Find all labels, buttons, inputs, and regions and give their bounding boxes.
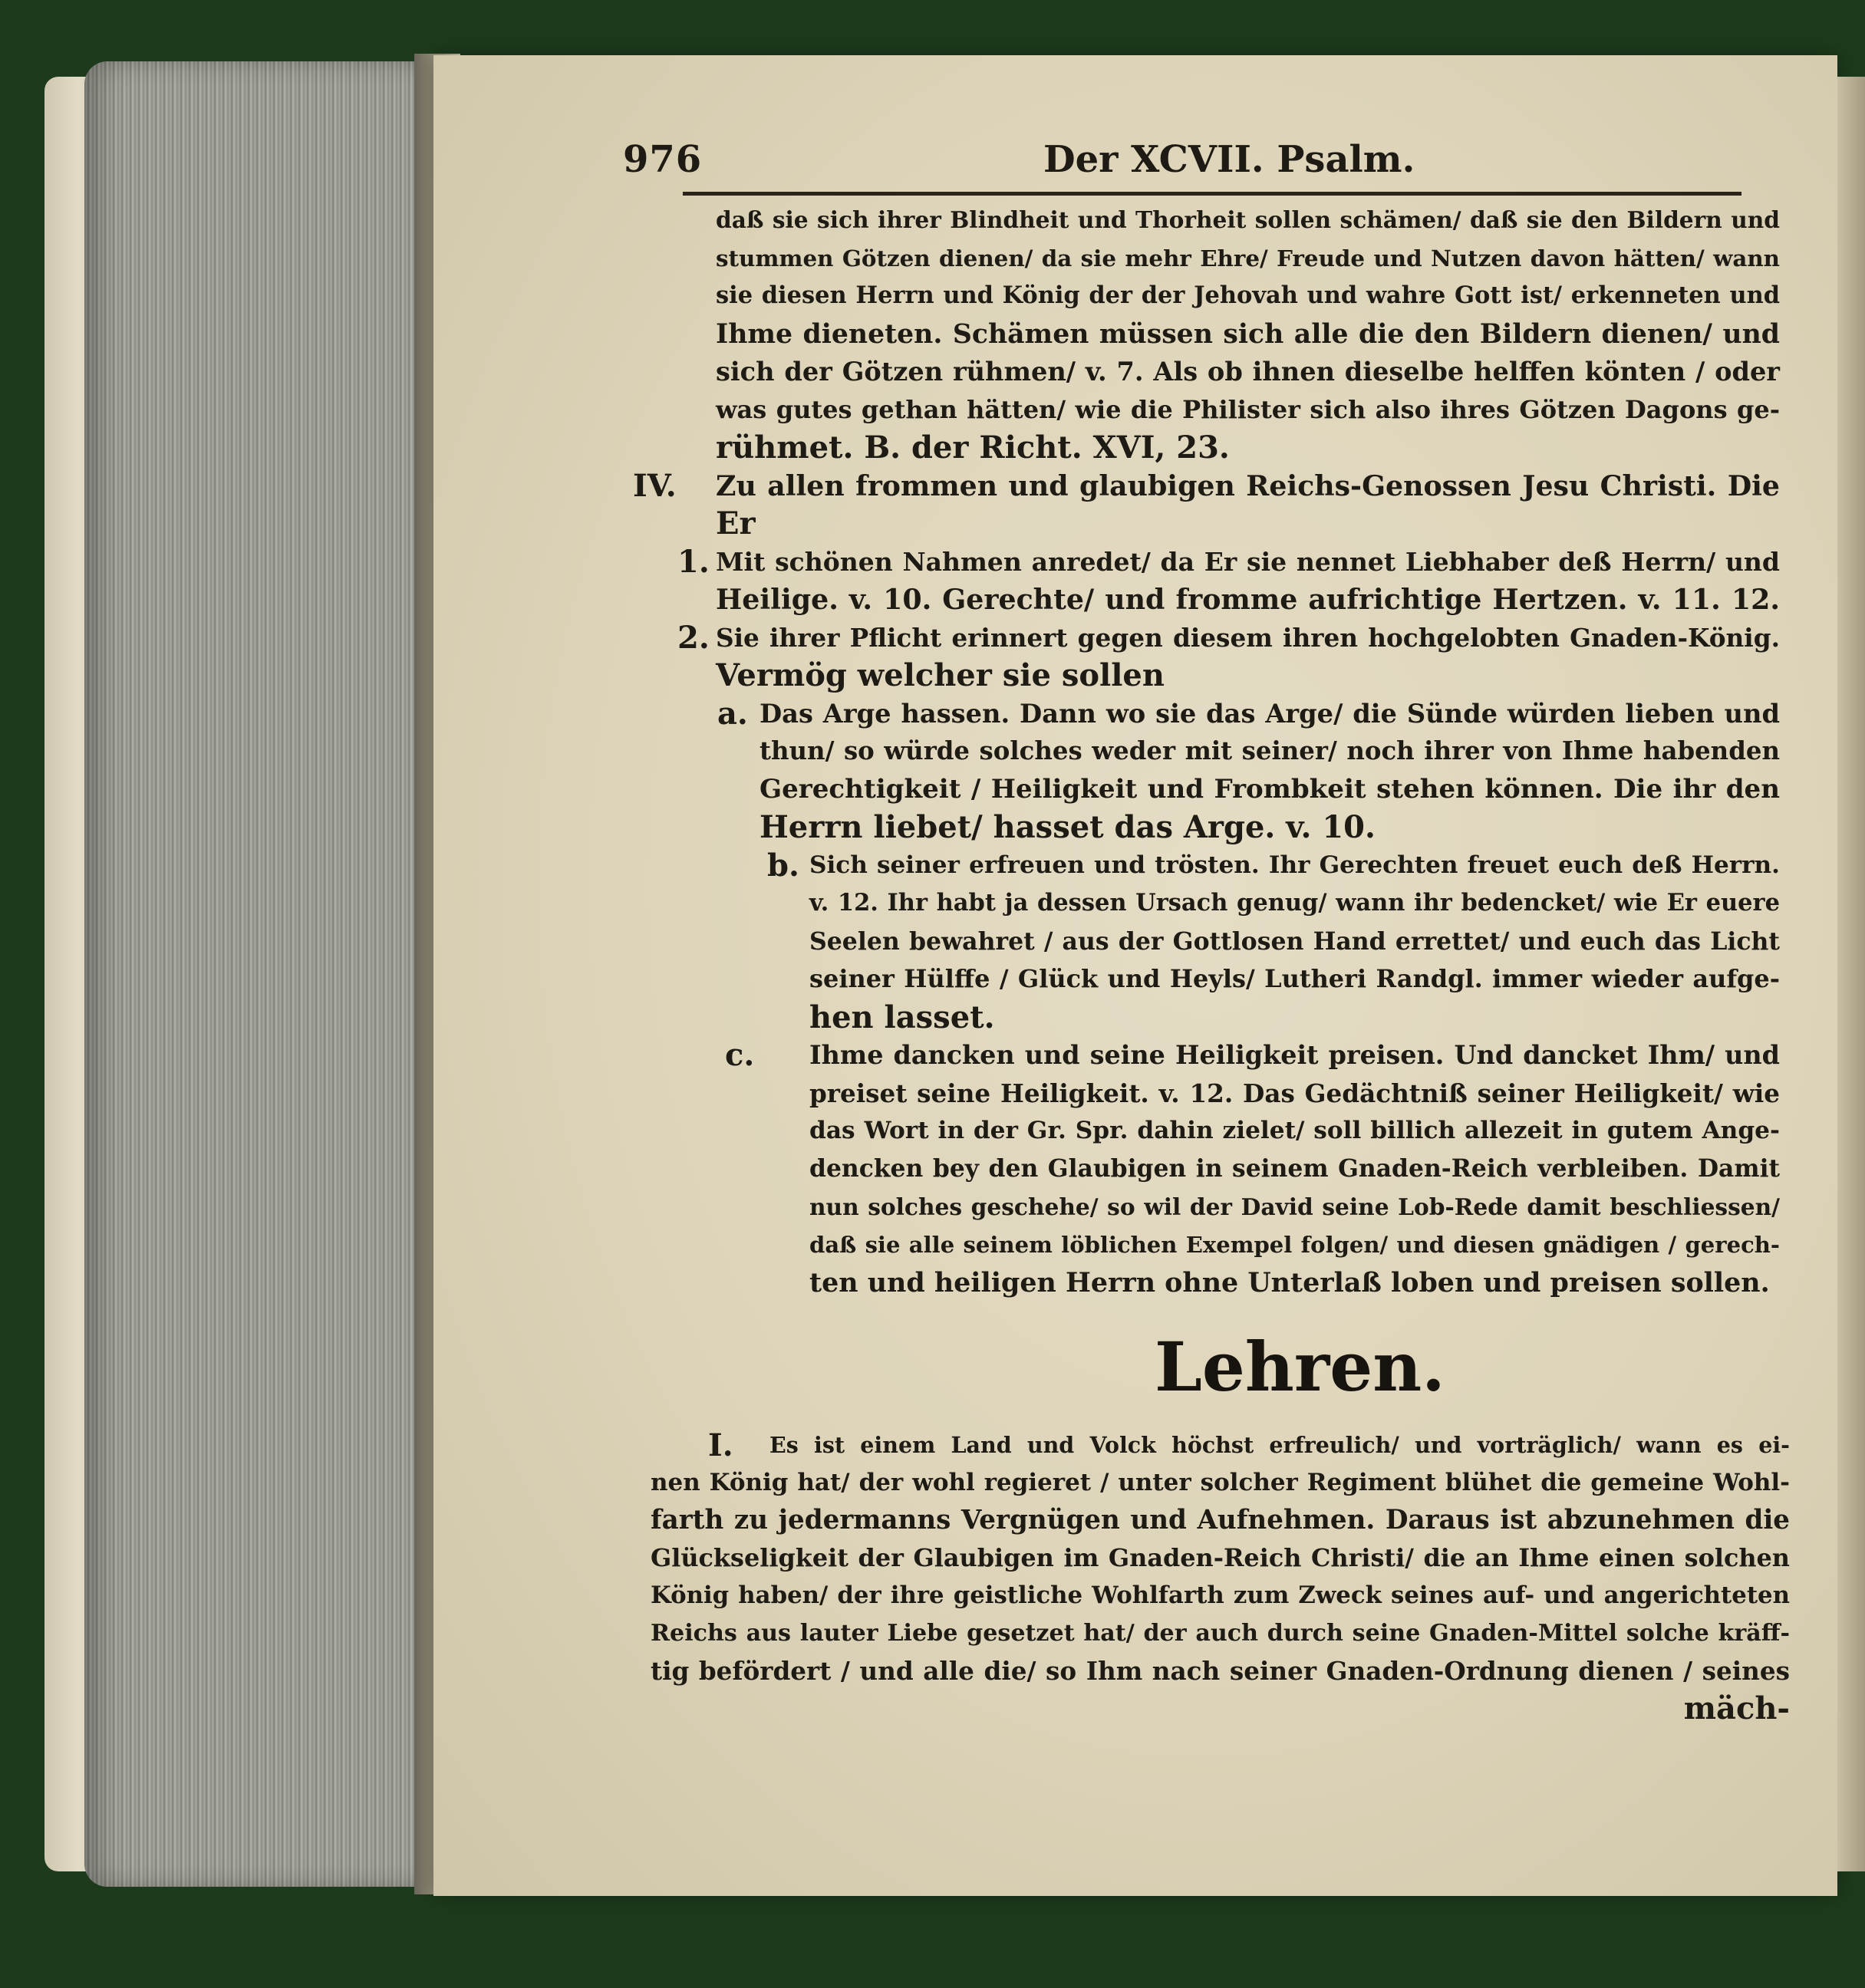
text-line: daß sie alle seinem löblichen Exempel folgen/ und diesen gnädigen / gerech- bbox=[809, 1231, 1780, 1258]
section-iv bbox=[633, 467, 1780, 543]
text-line: Reichs aus lauter Liebe gesetzet hat/ der auch durch seine Gnaden-Mittel solche kräff- bbox=[651, 1620, 1790, 1647]
catchword: mäch- bbox=[1683, 1690, 1790, 1726]
paragraph-intro bbox=[716, 201, 1780, 467]
text-line: preiset seine Heiligkeit. v. 12. Das Gedächtniß seiner Heiligkeit/ wie bbox=[809, 1078, 1780, 1108]
text-line: stummen Götzen dienen/ da sie mehr Ehre/ Freude und Nutzen davon hätten/ wann bbox=[716, 244, 1780, 272]
text-line: Zu allen frommen und glaubigen Reichs-Genossen Jesu Christi. Die bbox=[716, 469, 1780, 502]
text-line: sich der Götzen rühmen/ v. 7. Als ob ihnen dieselbe helffen könten / oder bbox=[716, 356, 1780, 387]
text-line: thun/ so würde solches weder mit seiner/ noch ihrer von Ihme habenden bbox=[760, 736, 1780, 765]
text-line: sie diesen Herrn und König der der Jehovah und wahre Gott ist/ erkenneten und bbox=[716, 281, 1780, 309]
text-line: Ihme dieneten. Schämen müssen sich alle die den Bildern dienen/ und bbox=[716, 318, 1780, 350]
text-line: Das Arge hassen. Dann wo sie das Arge/ die Sünde würden lieben und bbox=[760, 697, 1780, 729]
right-page-edge bbox=[1837, 77, 1865, 1871]
text-line: Herrn liebet/ hasset das Arge. v. 10. bbox=[760, 809, 1376, 845]
page-number: 976 bbox=[623, 138, 703, 181]
text-line: farth zu jedermanns Vergnügen und Aufnehmen. Daraus ist abzunehmen die bbox=[651, 1505, 1790, 1535]
text-line: das Wort in der Gr. Spr. dahin zielet/ soll billich allezeit in gutem Ange- bbox=[809, 1117, 1780, 1144]
item-a bbox=[717, 695, 1780, 847]
section-marker: IV. bbox=[633, 467, 677, 504]
text-line: Glückseligkeit der Glaubigen im Gnaden-Reich Christi/ die an Ihme einen solchen bbox=[651, 1543, 1790, 1572]
page-title: Der XCVII. Psalm. bbox=[1043, 138, 1415, 181]
text-line: nun solches geschehe/ so wil der David seine Lob-Rede damit beschliessen/ bbox=[809, 1193, 1780, 1220]
text-line: Vermög welcher sie sollen bbox=[716, 657, 1165, 693]
text-line: Sie ihrer Pflicht erinnert gegen diesem ihren hochgelobten Gnaden-König. bbox=[716, 622, 1780, 653]
item-marker: 1. bbox=[677, 543, 710, 580]
text-line: Er bbox=[716, 505, 756, 541]
text-line: Sich seiner erfreuen und trösten. Ihr Gerechten freuet euch deß Herrn. bbox=[809, 851, 1780, 879]
text-line: dencken bey den Glaubigen in seinem Gnaden-Reich verbleiben. Damit bbox=[809, 1154, 1780, 1183]
body-text bbox=[629, 201, 1780, 1302]
text-line: rühmet. B. der Richt. XVI, 23. bbox=[716, 430, 1230, 466]
text-line: ten und heiligen Herrn ohne Unterlaß loben und preisen sollen. bbox=[809, 1267, 1770, 1298]
text-line: Heilige. v. 10. Gerechte/ und fromme aufrichtige Hertzen. v. 11. 12. bbox=[716, 583, 1780, 616]
item-c bbox=[725, 1036, 1780, 1302]
header-rule bbox=[683, 192, 1741, 196]
item-b bbox=[767, 847, 1780, 1037]
text-line: Ihme dancken und seine Heiligkeit preisen. Und dancket Ihm/ und bbox=[809, 1040, 1780, 1070]
text-line: seiner Hülffe / Glück und Heyls/ Lutheri Randgl. immer wieder aufge- bbox=[809, 964, 1780, 993]
text-line: Gerechtigkeit / Heiligkeit und Frombkeit stehen können. Die ihr den bbox=[760, 773, 1780, 805]
text-line: Mit schönen Nahmen anredet/ da Er sie nennet Liebhaber deß Herrn/ und bbox=[716, 546, 1780, 577]
text-line: Es ist einem Land und Volck höchst erfreulich/ und vorträglich/ wann es ei- bbox=[769, 1432, 1790, 1458]
item-marker: 2. bbox=[677, 619, 710, 656]
text-line: König haben/ der ihre geistliche Wohlfarth zum Zweck seines auf- und angerichteten bbox=[651, 1582, 1790, 1609]
section-heading: Lehren. bbox=[1155, 1327, 1445, 1407]
lehren-text bbox=[651, 1427, 1790, 1727]
text-line: was gutes gethan hätten/ wie die Philister sich also ihres Götzen Dagons ge- bbox=[716, 394, 1780, 424]
text-line: v. 12. Ihr habt ja dessen Ursach genug/ wann ihr bedencket/ wie Er euere bbox=[809, 889, 1780, 917]
text-line: nen König hat/ der wohl regieret / unter solcher Regiment blühet die gemeine Wohl- bbox=[651, 1469, 1790, 1496]
lehre-1 bbox=[651, 1427, 1790, 1727]
text-line: Seelen bewahret / aus der Gottlosen Hand errettet/ und euch das Licht bbox=[809, 927, 1780, 956]
item-marker: b. bbox=[767, 847, 799, 884]
text-line: tig befördert / und alle die/ so Ihm nach seiner Gnaden-Ordnung dienen / seines bbox=[651, 1656, 1790, 1686]
text-line: daß sie sich ihrer Blindheit und Thorheit sollen schämen/ daß sie den Bildern und bbox=[716, 206, 1780, 233]
item-marker: c. bbox=[725, 1037, 755, 1073]
book-page-edges bbox=[84, 61, 437, 1887]
item-2 bbox=[677, 619, 1780, 695]
text-line: hen lasset. bbox=[809, 999, 995, 1035]
item-marker: a. bbox=[717, 695, 748, 732]
item-1 bbox=[677, 543, 1780, 619]
lehre-marker: I. bbox=[708, 1427, 733, 1463]
